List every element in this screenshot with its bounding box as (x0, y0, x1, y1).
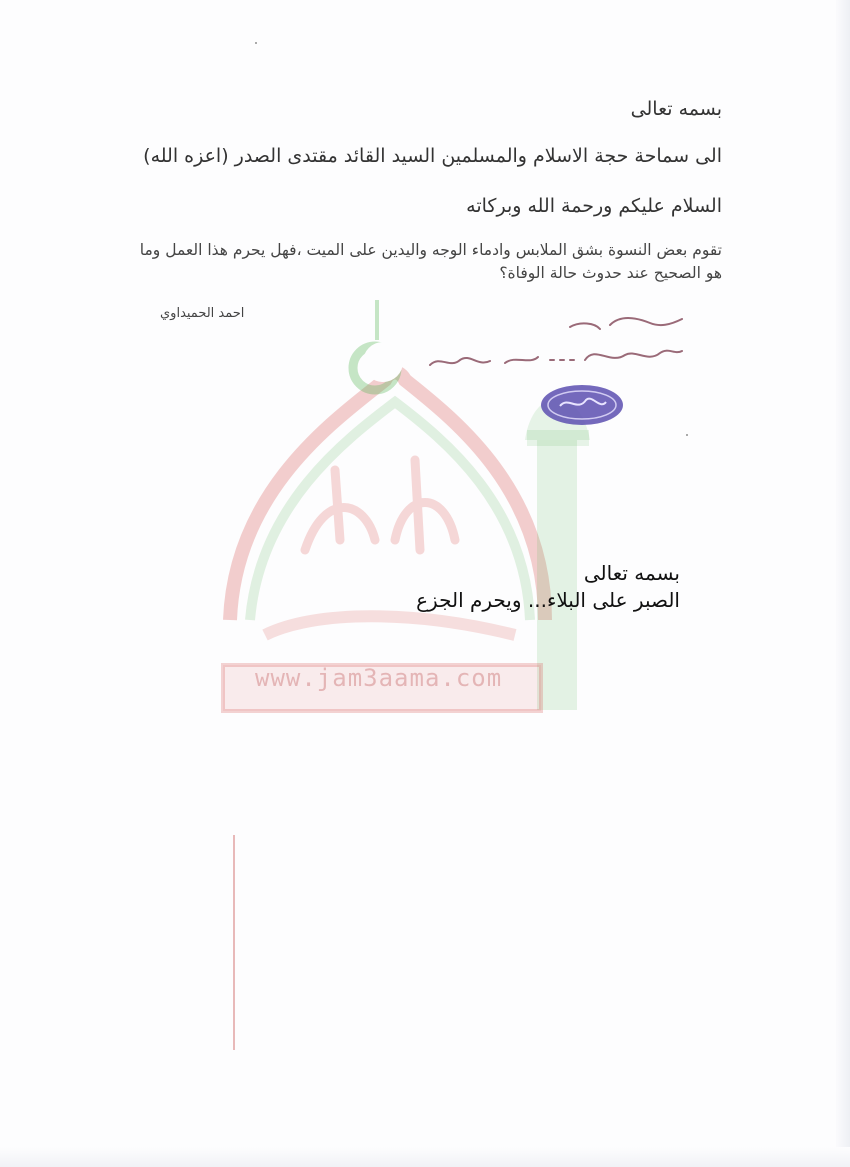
typed-answer (416, 560, 680, 614)
handwritten-answer (420, 305, 690, 380)
greeting-line: السلام عليكم ورحمة الله وبركاته (466, 195, 722, 217)
typed-answer-ruling: الصبر على البلاء... ويحرم الجزع (416, 588, 680, 612)
scan-shadow-right (836, 0, 850, 1167)
watermark-url: www.jam3aama.com (255, 664, 503, 692)
addressee-line: الى سماحة حجة الاسلام والمسلمين السيد القائد مقتدى الصدر (اعزه الله) (143, 145, 722, 167)
signature-name: احمد الحميداوي (160, 306, 245, 321)
official-seal (538, 382, 626, 428)
question-paragraph: تقوم بعض النسوة بشق الملابس وادماء الوجه واليدين على الميت ،فهل يحرم هذا العمل وما هو الصحيح عند حدوث حالة الوفاة؟ (139, 241, 722, 282)
scan-speck (686, 434, 688, 436)
salutation-heading: بسمه تعالى (630, 98, 722, 120)
typed-answer-heading: بسمه تعالى (583, 561, 680, 585)
scan-shadow-bottom (0, 1147, 850, 1167)
scan-speck (255, 42, 257, 44)
margin-mark (233, 835, 235, 1050)
